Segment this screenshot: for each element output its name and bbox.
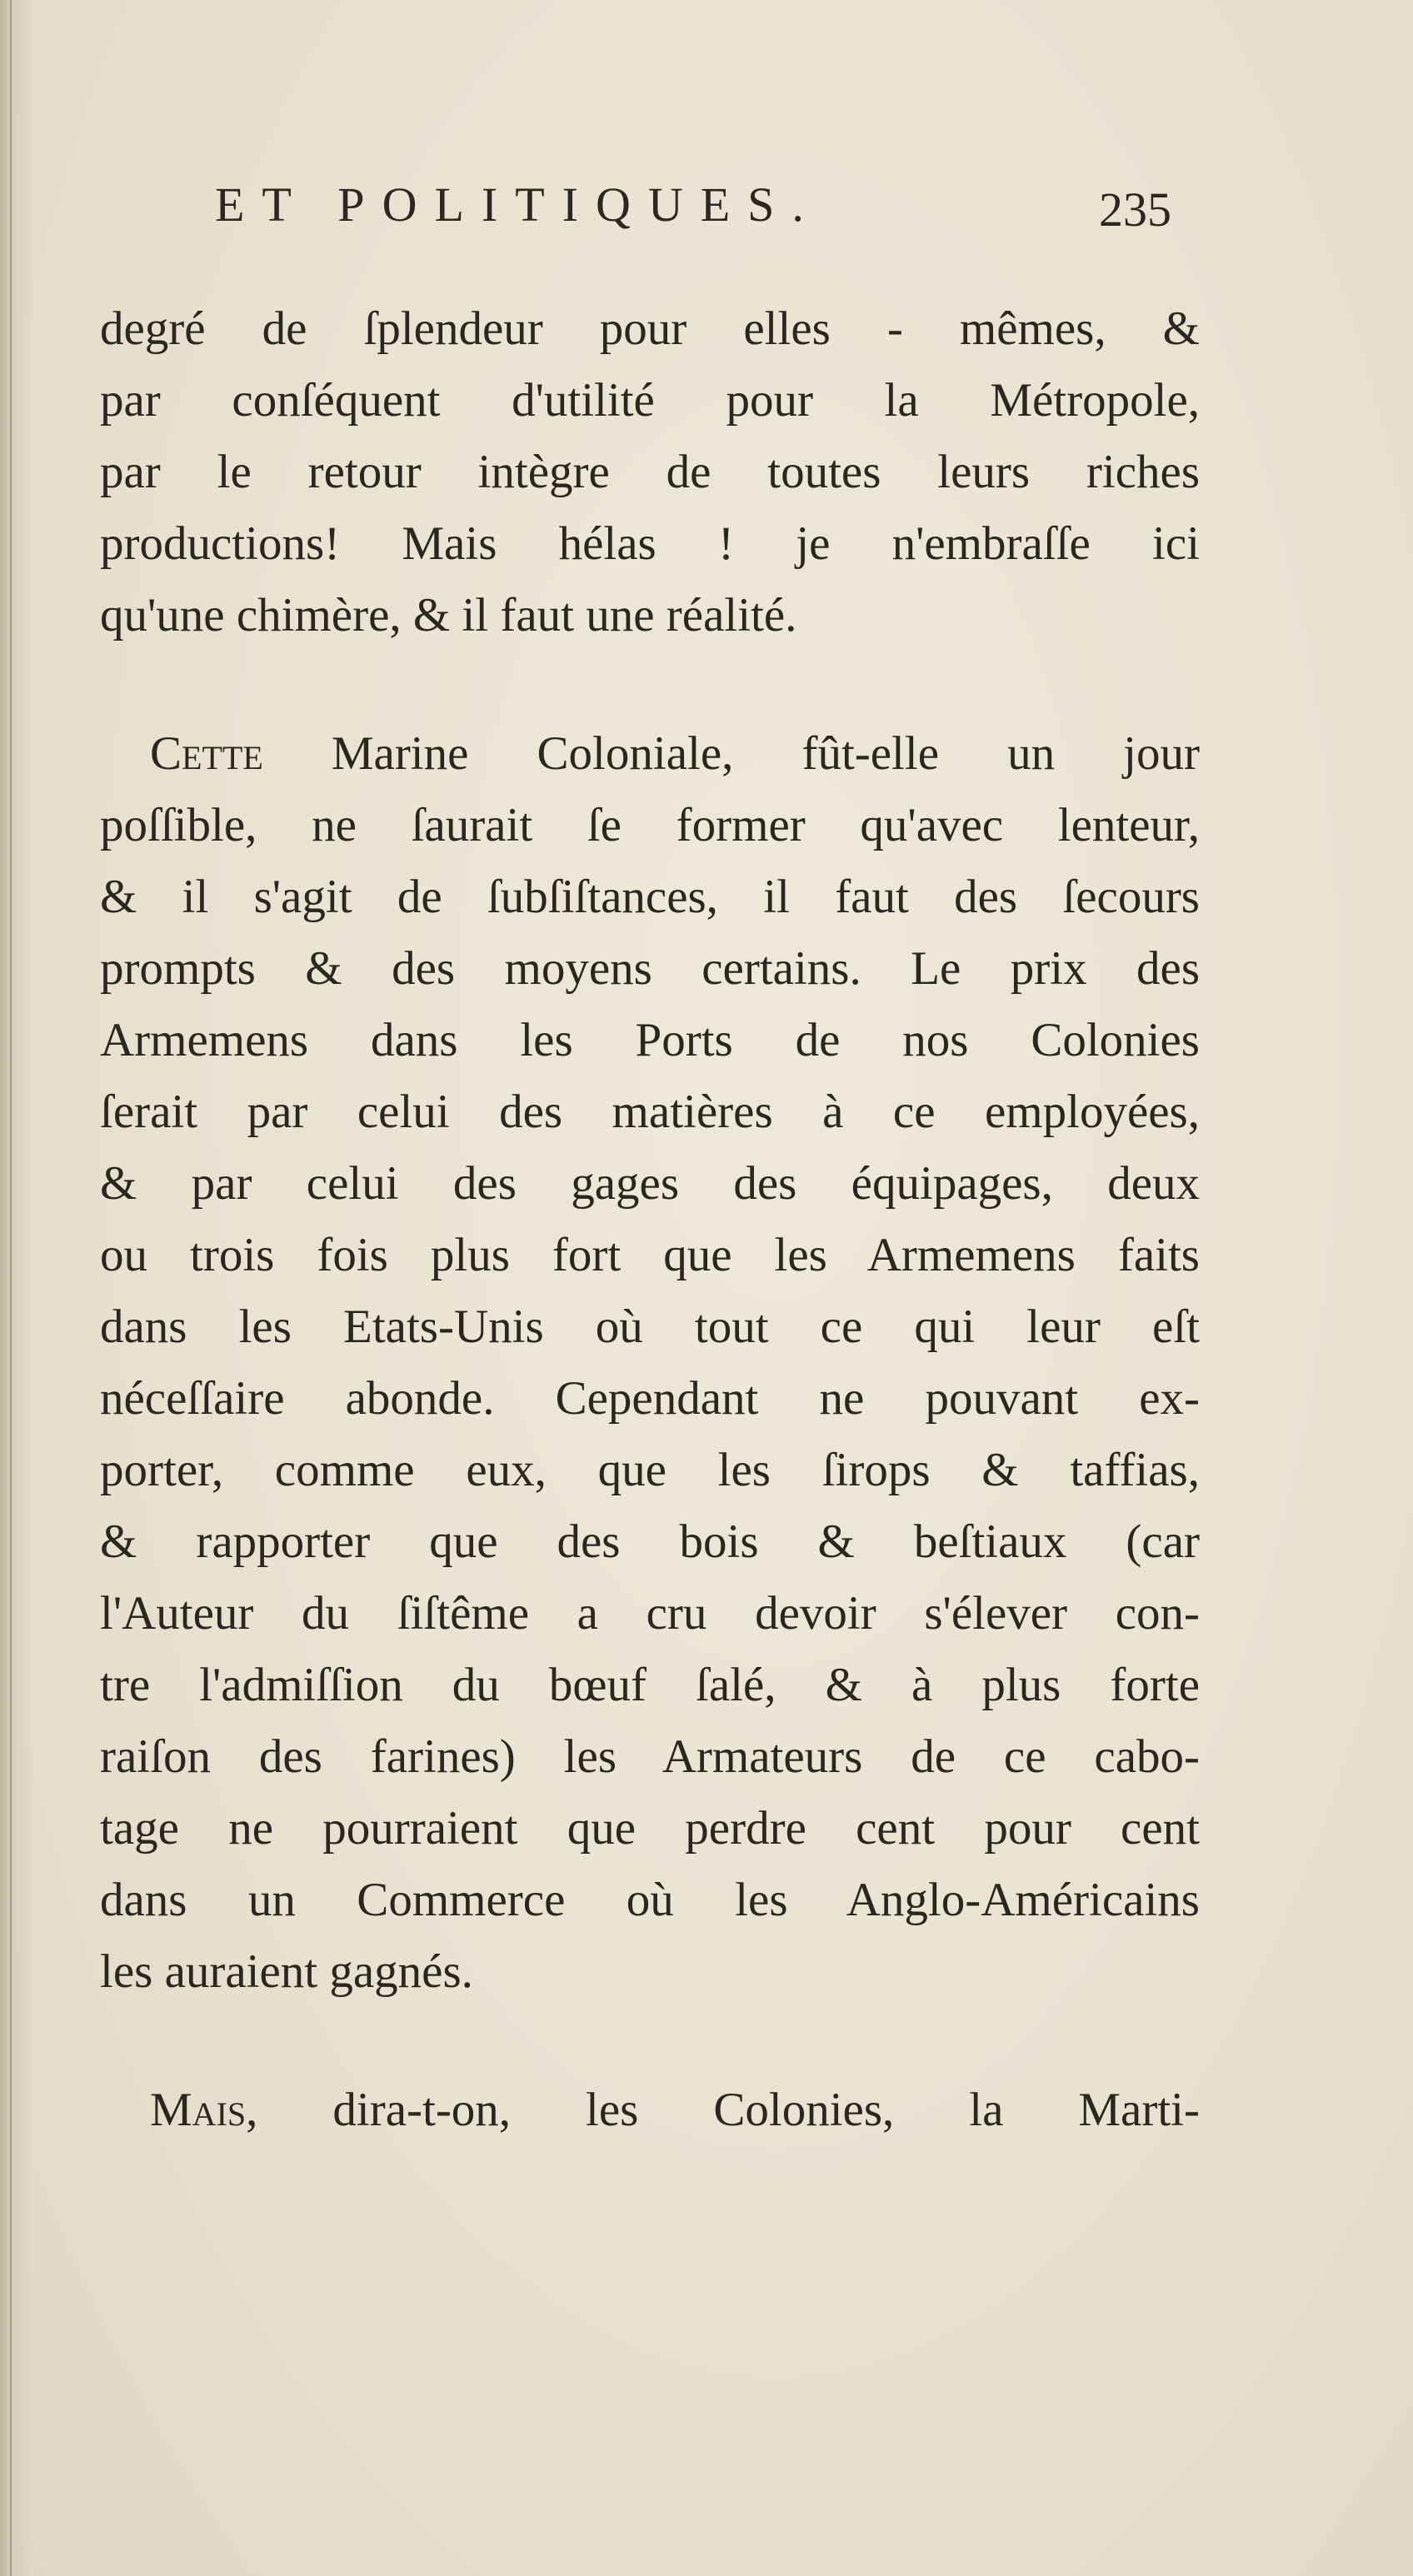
text-line: tage ne pourraient que perdre cent pour cent	[100, 1802, 1200, 1855]
text-line: par conſéquent d'utilité pour la Métropole,	[100, 374, 1200, 427]
text-line: dans un Commerce où les Anglo-Américains	[100, 1874, 1200, 1926]
text-line: porter, comme eux, que les ſirops & taffias,	[100, 1444, 1200, 1496]
running-head	[215, 177, 1171, 243]
paragraph-lead-word: Cette	[150, 727, 263, 780]
text-line: Armemens dans les Ports de nos Colonies	[100, 1014, 1200, 1066]
text-line: néceſſaire abonde. Cependant ne pouvant ex-	[100, 1372, 1200, 1425]
text-line: raiſon des farines) les Armateurs de ce cabo-	[100, 1730, 1200, 1783]
paragraph-2	[100, 718, 1200, 2008]
page-number: 235	[1099, 182, 1171, 237]
text-line-rest: , dira-t-on, les Colonies, la Marti-	[246, 2084, 1200, 2136]
text-line: & rapporter que des bois & beſtiaux (car	[100, 1515, 1200, 1568]
text-line: par le retour intègre de toutes leurs riches	[100, 446, 1200, 498]
paragraph-1	[100, 293, 1200, 651]
text-line: poſſible, ne ſaurait ſe former qu'avec lenteur,	[100, 799, 1200, 851]
body-text	[100, 293, 1200, 2146]
text-line: productions! Mais hélas ! je n'embraſſe ici	[100, 517, 1200, 570]
text-line: qu'une chimère, & il faut une réalité.	[100, 589, 797, 642]
text-line: l'Auteur du ſiſtême a cru devoir s'élever con-	[100, 1587, 1200, 1640]
text-line: & il s'agit de ſubſiſtances, il faut des ſecours	[100, 871, 1200, 923]
running-title: ET POLITIQUES.	[215, 177, 821, 232]
paragraph-lead-word: Mais	[150, 2084, 247, 2136]
text-line	[100, 718, 1200, 790]
text-line: prompts & des moyens certains. Le prix des	[100, 942, 1200, 995]
gutter-edge	[10, 0, 12, 2576]
text-line: ou trois fois plus fort que les Armemens faits	[100, 1229, 1200, 1281]
gutter-shadow	[0, 0, 33, 2576]
text-line: dans les Etats-Unis où tout ce qui leur eſt	[100, 1300, 1200, 1353]
text-line: tre l'admiſſion du bœuf ſalé, & à plus forte	[100, 1659, 1200, 1711]
text-line: ſerait par celui des matières à ce employées,	[100, 1086, 1200, 1138]
paragraph-3	[100, 2074, 1200, 2146]
text-line	[100, 2074, 1200, 2146]
paragraph-gap	[100, 651, 1200, 718]
text-line: les auraient gagnés.	[100, 1945, 473, 1998]
text-line: & par celui des gages des équipages, deux	[100, 1157, 1200, 1210]
paragraph-gap	[100, 2008, 1200, 2074]
text-line-rest: Marine Coloniale, fût-elle un jour	[262, 727, 1200, 780]
text-line: degré de ſplendeur pour elles - mêmes, &	[100, 302, 1200, 355]
